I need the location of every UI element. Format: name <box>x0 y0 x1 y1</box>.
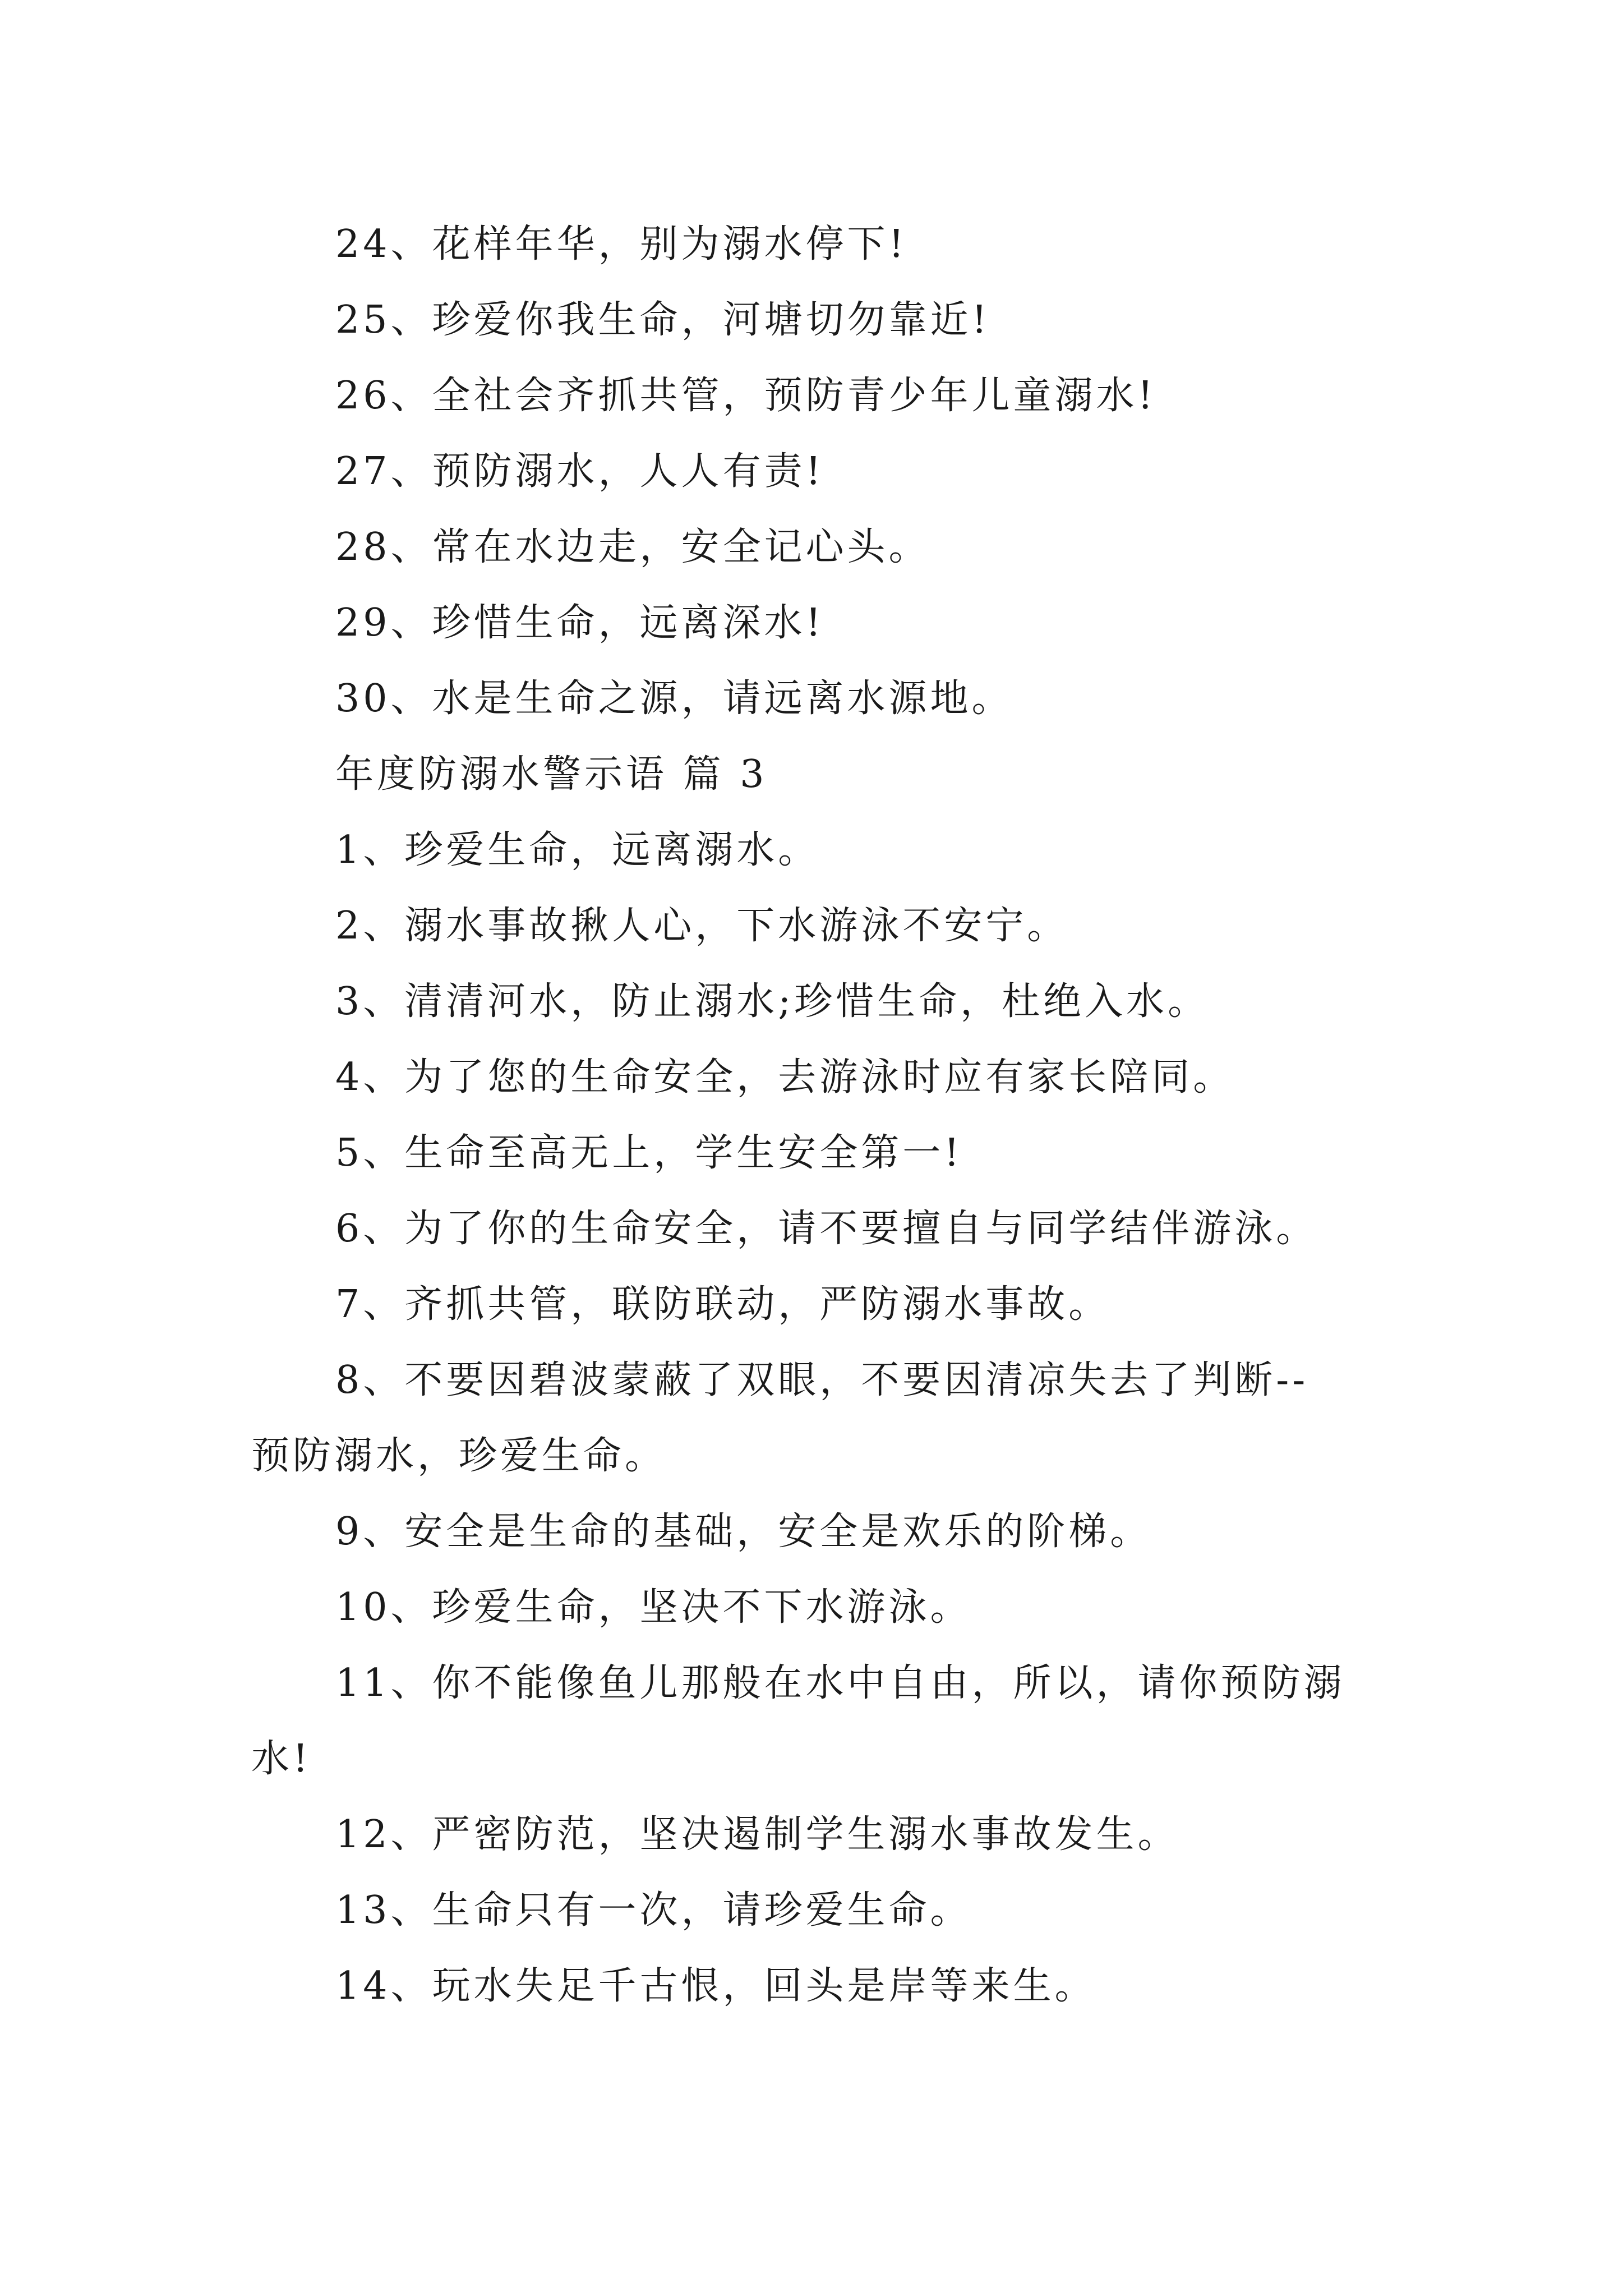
slogan-line: 3、清清河水，防止溺水;珍惜生命，杜绝入水。 <box>335 979 1210 1024</box>
slogan-line: 6、为了你的生命安全，请不要擅自与同学结伴游泳。 <box>335 1207 1318 1251</box>
slogan-line: 7、齐抓共管，联防联动，严防溺水事故。 <box>335 1282 1110 1327</box>
slogan-line-continuation: 水! <box>251 1737 312 1781</box>
slogan-line: 2、溺水事故揪人心，下水游泳不安宁。 <box>335 904 1069 948</box>
slogan-line: 12、严密防范，坚决遏制学生溺水事故发生。 <box>335 1812 1179 1857</box>
slogan-line: 11、你不能像鱼儿那般在水中自由，所以，请你预防溺 <box>335 1661 1345 1705</box>
slogan-line: 10、珍爱生命，坚决不下水游泳。 <box>335 1585 972 1630</box>
slogan-line: 25、珍爱你我生命，河塘切勿靠近! <box>335 298 990 342</box>
slogan-line: 27、预防溺水，人人有责! <box>335 449 824 494</box>
slogan-line: 5、生命至高无上，学生安全第一! <box>335 1131 963 1175</box>
slogan-line: 1、珍爱生命，远离溺水。 <box>335 828 820 872</box>
document-body <box>251 206 1384 2024</box>
slogan-line: 24、花样年华，别为溺水停下! <box>335 222 907 266</box>
slogan-line-continuation: 预防溺水，珍爱生命。 <box>251 1434 667 1478</box>
slogan-line: 8、不要因碧波蒙蔽了双眼，不要因清凉失去了判断-- <box>335 1358 1309 1402</box>
slogan-line: 28、常在水边走，安全记心头。 <box>335 525 930 569</box>
slogan-line: 30、水是生命之源，请远离水源地。 <box>335 677 1013 721</box>
slogan-line: 4、为了您的生命安全，去游泳时应有家长陪同。 <box>335 1055 1235 1099</box>
slogan-line: 13、生命只有一次，请珍爱生命。 <box>335 1888 972 1932</box>
slogan-line: 9、安全是生命的基础，安全是欢乐的阶梯。 <box>335 1510 1152 1554</box>
slogan-line: 14、玩水失足千古恨，回头是岸等来生。 <box>335 1964 1096 2008</box>
slogan-line: 29、珍惜生命，远离深水! <box>335 601 824 645</box>
slogan-line: 26、全社会齐抓共管，预防青少年儿童溺水! <box>335 374 1156 418</box>
section-heading: 年度防溺水警示语 篇 3 <box>335 752 768 797</box>
